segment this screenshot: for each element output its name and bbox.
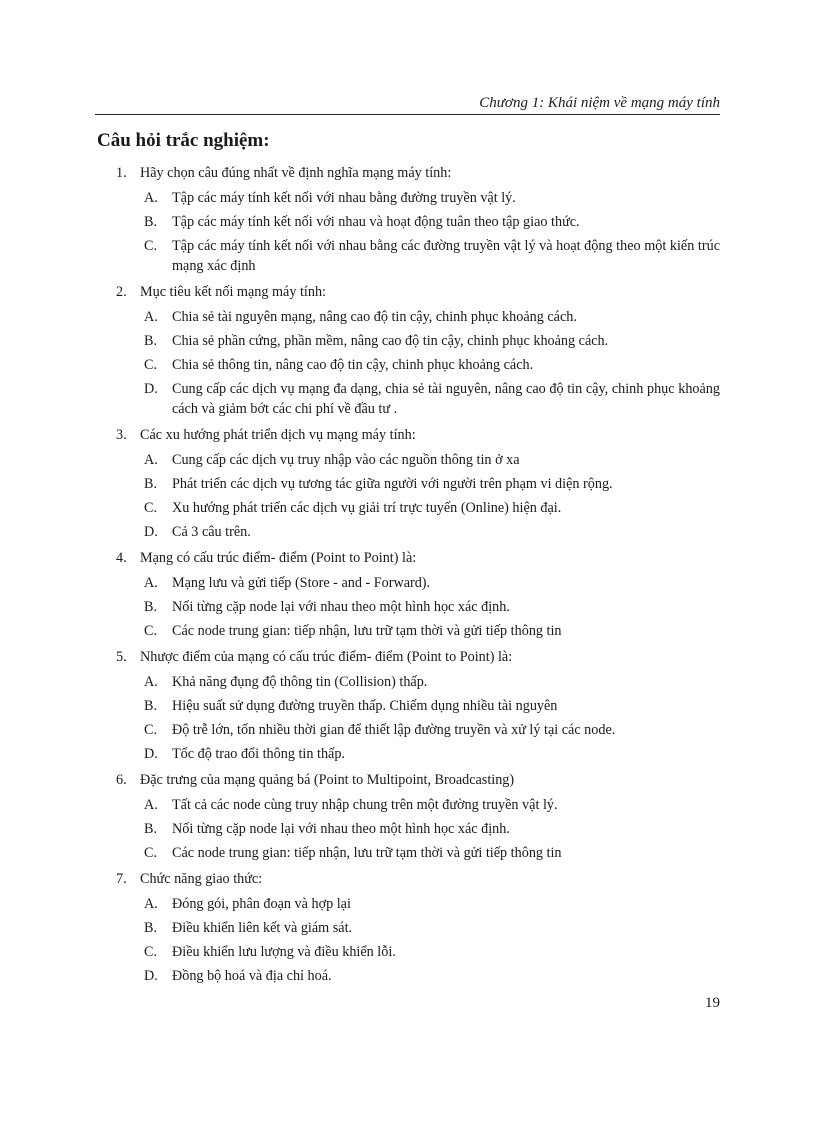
option-c — [140, 498, 720, 518]
option-d — [140, 522, 720, 542]
question-text: Hãy chọn câu đúng nhất về định nghĩa mạng máy tính: — [140, 165, 452, 181]
question-text: Chức năng giao thức: — [140, 871, 263, 887]
option-text: Mạng lưu và gửi tiếp (Store - and - Forward). — [172, 575, 431, 591]
option-list — [140, 894, 720, 986]
option-text: Nối từng cặp node lại với nhau theo một hình học xác định. — [172, 599, 510, 615]
question-2 — [97, 282, 720, 419]
question-number: 6. — [116, 772, 127, 788]
option-label: B. — [144, 476, 158, 492]
option-text: Chia sẻ thông tin, nâng cao độ tin cậy, chinh phục khoảng cách. — [172, 357, 534, 373]
option-text: Điều khiển lưu lượng và điều khiển lỗi. — [172, 944, 396, 960]
option-text: Độ trễ lớn, tốn nhiều thời gian để thiết lập đường truyền và xử lý tại các node. — [172, 722, 616, 738]
option-b — [140, 212, 720, 232]
option-b — [140, 597, 720, 617]
option-text: Xu hướng phát triển các dịch vụ giải trí trực tuyến (Online) hiện đại. — [172, 500, 562, 516]
option-b — [140, 696, 720, 716]
option-label: A. — [144, 190, 158, 206]
option-text: Các node trung gian: tiếp nhận, lưu trữ tạm thời và gửi tiếp thông tin — [172, 845, 562, 861]
question-number: 2. — [116, 284, 127, 300]
option-label: C. — [144, 238, 158, 254]
option-text: Tập các máy tính kết nối với nhau và hoạt động tuân theo tập giao thức. — [172, 214, 580, 230]
question-number: 3. — [116, 427, 127, 443]
option-a — [140, 573, 720, 593]
option-text: Phát triển các dịch vụ tương tác giữa người với người trên phạm vi diện rộng. — [172, 476, 613, 492]
question-text: Mục tiêu kết nối mạng máy tính: — [140, 284, 326, 300]
page-number: 19 — [705, 995, 720, 1011]
section-title: Câu hỏi trắc nghiệm: — [97, 130, 270, 151]
option-label: B. — [144, 821, 158, 837]
option-label: B. — [144, 698, 158, 714]
option-label: C. — [144, 944, 158, 960]
question-1 — [97, 163, 720, 276]
option-d — [140, 966, 720, 986]
option-text: Khả năng đụng độ thông tin (Collision) thấp. — [172, 674, 428, 690]
question-5 — [97, 647, 720, 764]
option-label: C. — [144, 722, 158, 738]
option-text: Chia sẻ tài nguyên mạng, nâng cao độ tin cậy, chinh phục khoảng cách. — [172, 309, 577, 325]
question-number: 1. — [116, 165, 127, 181]
option-a — [140, 188, 720, 208]
option-label: C. — [144, 845, 158, 861]
option-label: A. — [144, 575, 158, 591]
option-b — [140, 918, 720, 938]
option-text: Tốc độ trao đổi thông tin thấp. — [172, 746, 345, 762]
running-header: Chương 1: Khái niệm về mạng máy tính — [95, 93, 720, 115]
option-list — [140, 307, 720, 419]
question-4 — [97, 548, 720, 641]
option-list — [140, 573, 720, 641]
option-label: A. — [144, 797, 158, 813]
option-list — [140, 188, 720, 276]
question-number: 7. — [116, 871, 127, 887]
option-label: D. — [144, 968, 158, 984]
option-list — [140, 795, 720, 863]
option-text: Điều khiển liên kết và giám sát. — [172, 920, 353, 936]
option-label: C. — [144, 500, 158, 516]
option-a — [140, 795, 720, 815]
question-3 — [97, 425, 720, 542]
question-7 — [97, 869, 720, 986]
option-c — [140, 843, 720, 863]
option-list — [140, 450, 720, 542]
option-label: D. — [144, 381, 158, 397]
question-text: Đặc trưng của mạng quảng bá (Point to Multipoint, Broadcasting) — [140, 772, 515, 788]
option-c — [140, 720, 720, 740]
option-a — [140, 894, 720, 914]
option-text: Tất cả các node cùng truy nhập chung trên một đường truyền vật lý. — [172, 797, 558, 813]
option-text: Đóng gói, phân đoạn và hợp lại — [172, 896, 351, 912]
option-d — [140, 744, 720, 764]
option-list — [140, 672, 720, 764]
option-label: B. — [144, 920, 158, 936]
option-c — [140, 355, 720, 375]
quiz-list — [97, 163, 720, 992]
option-text: Cung cấp các dịch vụ mạng đa dạng, chia sẻ tài nguyên, nâng cao độ tin cậy, chinh phục khoảng cách và giảm bớt các chi phí về đầu tư . — [172, 381, 720, 417]
option-c — [140, 621, 720, 641]
option-text: Nối từng cặp node lại với nhau theo một hình học xác định. — [172, 821, 510, 837]
option-label: B. — [144, 214, 158, 230]
option-label: D. — [144, 524, 158, 540]
question-text: Mạng có cấu trúc điểm- điểm (Point to Point) là: — [140, 550, 417, 566]
question-text: Các xu hướng phát triển dịch vụ mạng máy tính: — [140, 427, 416, 443]
option-label: A. — [144, 896, 158, 912]
option-a — [140, 450, 720, 470]
option-label: B. — [144, 599, 158, 615]
question-text: Nhược điểm của mạng có cấu trúc điểm- điểm (Point to Point) là: — [140, 649, 513, 665]
option-label: D. — [144, 746, 158, 762]
option-text: Tập các máy tính kết nối với nhau bằng đường truyền vật lý. — [172, 190, 516, 206]
option-label: C. — [144, 623, 158, 639]
option-b — [140, 819, 720, 839]
option-label: B. — [144, 333, 158, 349]
question-number: 4. — [116, 550, 127, 566]
option-text: Hiệu suất sử dụng đường truyền thấp. Chiếm dụng nhiều tài nguyên — [172, 698, 558, 714]
option-label: A. — [144, 309, 158, 325]
option-text: Cả 3 câu trên. — [172, 524, 251, 540]
option-label: C. — [144, 357, 158, 373]
question-6 — [97, 770, 720, 863]
option-text: Chia sẻ phần cứng, phần mềm, nâng cao độ tin cậy, chinh phục khoảng cách. — [172, 333, 609, 349]
option-text: Cung cấp các dịch vụ truy nhập vào các nguồn thông tin ở xa — [172, 452, 520, 468]
option-a — [140, 672, 720, 692]
option-text: Đồng bộ hoá và địa chỉ hoá. — [172, 968, 332, 984]
question-number: 5. — [116, 649, 127, 665]
option-label: A. — [144, 452, 158, 468]
option-a — [140, 307, 720, 327]
option-c — [140, 942, 720, 962]
option-b — [140, 474, 720, 494]
option-text: Tập các máy tính kết nối với nhau bằng các đường truyền vật lý và hoạt động theo một kiến trúc mạng xác định — [172, 238, 720, 274]
option-label: A. — [144, 674, 158, 690]
option-d — [140, 379, 720, 419]
option-b — [140, 331, 720, 351]
option-c — [140, 236, 720, 276]
option-text: Các node trung gian: tiếp nhận, lưu trữ tạm thời và gửi tiếp thông tin — [172, 623, 562, 639]
